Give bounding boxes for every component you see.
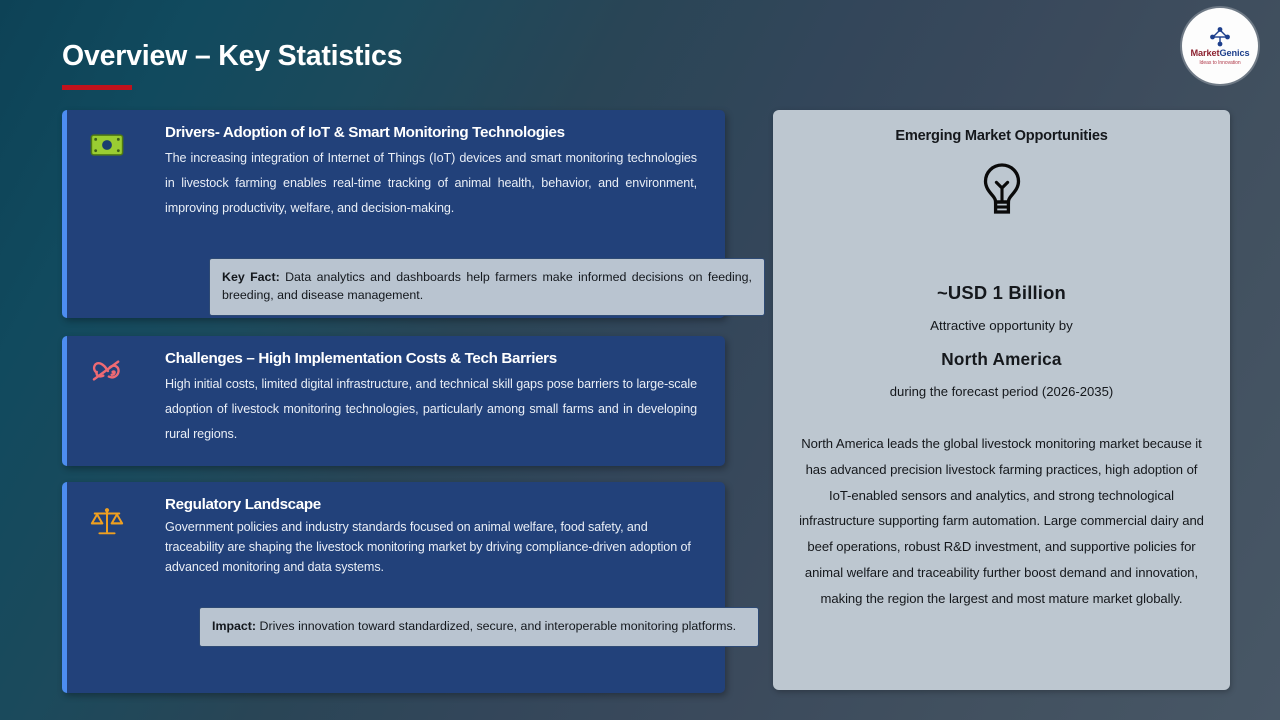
forecast-period: during the forecast period (2026-2035) bbox=[889, 384, 1114, 399]
panel-description: North America leads the global livestock monitoring market because it has advanced precision livestock farming practices, high adoption of IoT-enabled sensors and analytics, and strong technological infrastructure supporting farm automation. Large commercial dairy and beef operations, robust R&D investment, and supportive policies for animal welfare and traceability further boost demand and innovation, making the region the largest and most mature market globally. bbox=[799, 436, 1204, 606]
card-drivers bbox=[62, 110, 752, 318]
logo-name-part1: Market bbox=[1190, 48, 1220, 59]
impact-label: Impact: bbox=[212, 619, 257, 633]
card-title: Challenges – High Implementation Costs & Tech Barriers bbox=[165, 350, 557, 367]
card-body: Government policies and industry standards focused on animal welfare, food safety, and traceability are shaping the livestock monitoring market by driving compliance-driven adoption of advanced monitoring and data systems. bbox=[165, 520, 691, 574]
impact-callout bbox=[199, 607, 759, 647]
banknote-icon bbox=[89, 128, 125, 162]
emerging-opportunities-panel bbox=[773, 110, 1230, 690]
node-graph-icon bbox=[1207, 26, 1233, 48]
lightbulb-icon bbox=[791, 162, 1212, 218]
impact-text: Drives innovation toward standardized, secure, and interoperable monitoring platforms. bbox=[256, 619, 737, 633]
region-name: North America bbox=[941, 349, 1062, 369]
panel-title: Emerging Market Opportunities bbox=[895, 128, 1108, 144]
card-body: High initial costs, limited digital infrastructure, and technical skill gaps pose barriers to large-scale adoption of livestock monitoring technologies, particularly among small farms and in developing rural regions. bbox=[165, 377, 697, 442]
key-fact-text: Data analytics and dashboards help farmers make informed decisions on feeding, breeding, and disease management. bbox=[222, 270, 752, 302]
card-challenges bbox=[62, 336, 725, 466]
balance-scale-icon bbox=[89, 504, 125, 538]
logo-tagline: Ideas to Innovation bbox=[1199, 59, 1241, 66]
broken-link-icon bbox=[89, 354, 125, 388]
market-value: ~USD 1 Billion bbox=[936, 282, 1066, 303]
key-fact-callout bbox=[209, 258, 765, 316]
card-regulatory bbox=[62, 482, 737, 693]
card-title: Regulatory Landscape bbox=[165, 496, 321, 513]
logo-wordmark bbox=[1190, 49, 1249, 58]
brand-logo bbox=[1182, 8, 1258, 84]
title-underline-rule bbox=[62, 85, 132, 90]
card-title: Drivers- Adoption of IoT & Smart Monitoring Technologies bbox=[165, 124, 565, 141]
page-title: Overview – Key Statistics bbox=[62, 40, 403, 72]
opportunity-subtitle: Attractive opportunity by bbox=[930, 318, 1073, 333]
key-fact-label: Key Fact: bbox=[222, 270, 280, 284]
card-body: The increasing integration of Internet of Things (IoT) devices and smart monitoring technologies in livestock farming enables real-time tracking of animal health, behavior, and environment, improving productivity, welfare, and decision-making. bbox=[165, 151, 697, 216]
logo-name-part2: Genics bbox=[1219, 48, 1250, 59]
